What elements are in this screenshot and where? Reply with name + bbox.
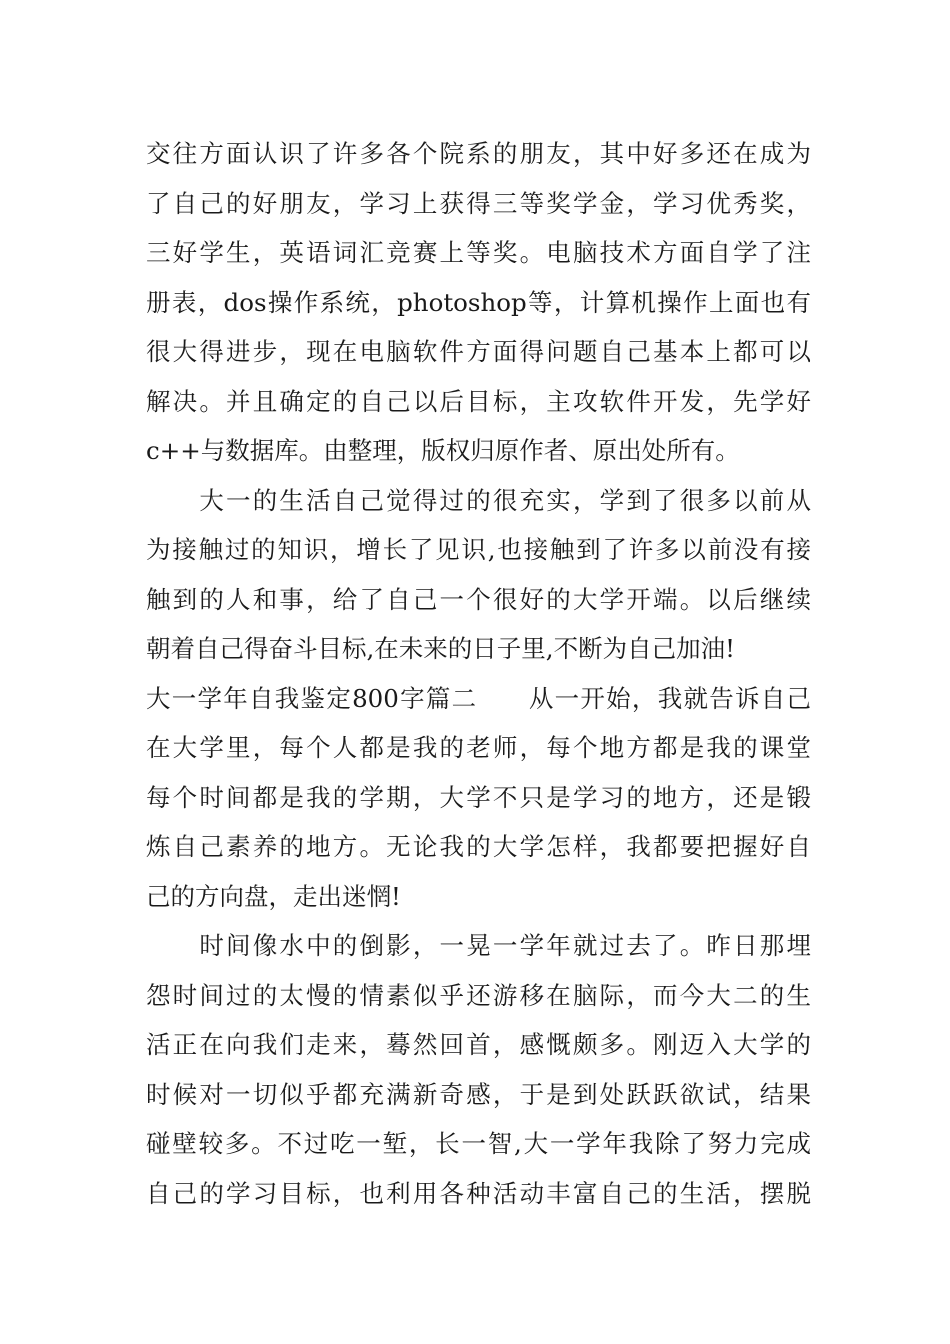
text-line: 册表，dos操作系统，photoshop等，计算机操作上面也有 — [146, 287, 811, 317]
text-line: 解决。并且确定的自己以后目标，主攻软件开发，先学好 — [146, 386, 811, 416]
text-line: 大一学年自我鉴定800字篇二 从一开始，我就告诉自己 — [146, 683, 811, 713]
text-line: 触到的人和事，给了自己一个很好的大学开端。以后继续 — [146, 584, 811, 614]
text-line: 很大得进步，现在电脑软件方面得问题自己基本上都可以 — [146, 337, 811, 366]
text-line: c++与数据库。由整理，版权归原作者、原出处所有。 — [146, 436, 740, 465]
text-line: 了自己的好朋友，学习上获得三等奖学金，学习优秀奖， — [146, 188, 811, 218]
text-line: 活正在向我们走来，蓦然回首，感慨颇多。刚迈入大学的 — [146, 1030, 811, 1059]
document-body-text — [146, 129, 811, 1218]
text-line: 时候对一切似乎都充满新奇感，于是到处跃跃欲试，结果 — [146, 1079, 811, 1109]
text-line: 为接触过的知识，增长了见识,也接触到了许多以前没有接 — [146, 535, 811, 564]
text-line: 己的方向盘，走出迷惘! — [146, 881, 401, 911]
text-line: 在大学里，每个人都是我的老师，每个地方都是我的课堂 — [146, 733, 811, 762]
text-line: 朝着自己得奋斗目标,在未来的日子里,不断为自己加油! — [146, 634, 735, 663]
text-line: 时间像水中的倒影，一晃一学年就过去了。昨日那埋 — [146, 931, 811, 960]
text-line: 怨时间过的太慢的情素似乎还游移在脑际，而今大二的生 — [146, 980, 811, 1010]
text-line: 每个时间都是我的学期，大学不只是学习的地方，还是锻 — [146, 782, 811, 812]
text-line: 炼自己素养的地方。无论我的大学怎样，我都要把握好自 — [146, 832, 811, 861]
text-line: 三好学生，英语词汇竞赛上等奖。电脑技术方面自学了注 — [146, 238, 811, 267]
text-line: 自己的学习目标，也利用各种活动丰富自己的生活，摆脱 — [146, 1178, 811, 1208]
text-line: 交往方面认识了许多各个院系的朋友，其中好多还在成为 — [146, 139, 811, 168]
text-line: 碰壁较多。不过吃一堑，长一智,大一学年我除了努力完成 — [146, 1129, 811, 1158]
text-line: 大一的生活自己觉得过的很充实，学到了很多以前从 — [146, 485, 811, 515]
